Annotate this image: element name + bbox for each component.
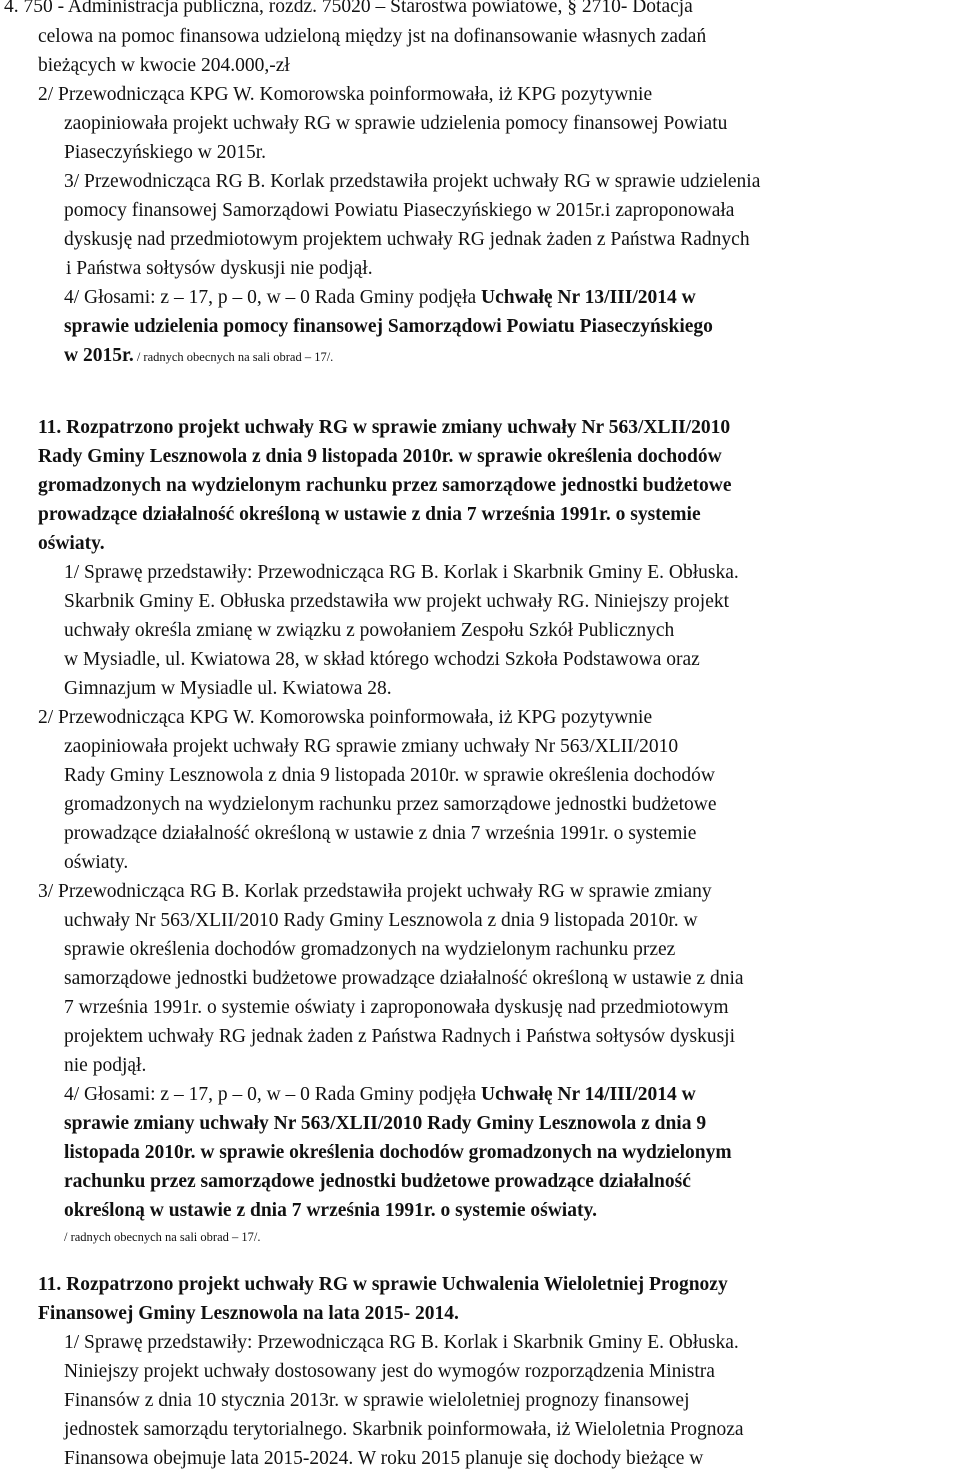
vote-13-count: 4/ Głosami: z – 17, p – 0, w – 0 Rada Gminy podjęła <box>64 287 482 308</box>
vote-13-attendance-note: / radnych obecnych na sali obrad – 17/. <box>133 350 334 364</box>
section-b-para-3-line-6: projektem uchwały RG jednak żaden z Państwa Radnych i Państwa sołtysów dyskusji <box>64 1026 736 1047</box>
section-b-para-1-line-5: Gimnazjum w Mysiadle ul. Kwiatowa 28. <box>64 678 392 699</box>
vote-13-line-1 <box>64 283 696 312</box>
section-b-para-2-line-5: prowadzące działalność określoną w ustawie z dnia 7 września 1991r. o systemie <box>64 823 697 844</box>
vote-14-attendance-note: / radnych obecnych na sali obrad – 17/. <box>64 1230 261 1244</box>
section-b-para-3-line-7: nie podjął. <box>64 1055 147 1076</box>
vote-14-line-4: rachunku przez samorządowe jednostki budżetowe prowadzące działalność <box>64 1171 691 1192</box>
section-b-para-1-line-1: 1/ Sprawę przedstawiły: Przewodnicząca RG B. Korlak i Skarbnik Gminy E. Obłuska. <box>64 562 739 583</box>
vote-13-line-2: sprawie udzielenia pomocy finansowej Samorządowi Powiatu Piaseczyńskiego <box>64 316 713 337</box>
section-b-heading-line-5: oświaty. <box>38 533 105 554</box>
vote-13-line-3 <box>64 341 333 372</box>
para-3-line-2: pomocy finansowej Samorządowi Powiatu Piaseczyńskiego w 2015r.i zaproponowała <box>64 200 735 221</box>
section-b-para-3-line-3: sprawie określenia dochodów gromadzonych na wydzielonym rachunku przez <box>64 939 676 960</box>
item-4-line-3: bieżących w kwocie 204.000,-zł <box>38 55 290 76</box>
para-3-line-3: dyskusję nad przedmiotowym projektem uchwały RG jednak żaden z Państwa Radnych <box>64 229 750 250</box>
item-4-line-1: 4. 750 - Administracja publiczna, rozdz. 75020 – Starostwa powiatowe, § 2710- Dotacja <box>4 0 693 17</box>
section-b-para-2-line-6: oświaty. <box>64 852 129 873</box>
section-b-para-2-line-3: Rady Gminy Lesznowola z dnia 9 listopada 2010r. w sprawie określenia dochodów <box>64 765 715 786</box>
para-2-line-3: Piaseczyńskiego w 2015r. <box>64 142 267 163</box>
section-b-para-2-line-4: gromadzonych na wydzielonym rachunku przez samorządowe jednostki budżetowe <box>64 794 717 815</box>
section-b-heading-line-1: 11. Rozpatrzono projekt uchwały RG w sprawie zmiany uchwały Nr 563/XLII/2010 <box>38 417 731 438</box>
vote-14-line-5: określoną w ustawie z dnia 7 września 1991r. o systemie oświaty. <box>64 1200 597 1221</box>
vote-14-line-3: listopada 2010r. w sprawie określenia dochodów gromadzonych na wydzielonym <box>64 1142 732 1163</box>
section-c-heading-line-1: 11. Rozpatrzono projekt uchwały RG w sprawie Uchwalenia Wieloletniej Prognozy <box>38 1274 728 1295</box>
resolution-14-number: Uchwałę Nr 14/III/2014 w <box>481 1084 696 1105</box>
vote-14-count: 4/ Głosami: z – 17, p – 0, w – 0 Rada Gminy podjęła <box>64 1084 482 1105</box>
section-c-para-1-line-4: jednostek samorządu terytorialnego. Skarbnik poinformowała, iż Wieloletnia Prognoza <box>64 1419 744 1440</box>
section-c-para-1-line-3: Finansów z dnia 10 stycznia 2013r. w sprawie wieloletniej prognozy finansowej <box>64 1390 690 1411</box>
section-b-heading-line-4: prowadzące działalność określoną w ustawie z dnia 7 września 1991r. o systemie <box>38 504 701 525</box>
section-c-para-1-line-5: Finansowa obejmuje lata 2015-2024. W roku 2015 planuje się dochody bieżące w <box>64 1448 704 1469</box>
section-b-heading-line-3: gromadzonych na wydzielonym rachunku przez samorządowe jednostki budżetowe <box>38 475 732 496</box>
section-b-para-3-line-2: uchwały Nr 563/XLII/2010 Rady Gminy Lesznowola z dnia 9 listopada 2010r. w <box>64 910 698 931</box>
section-b-para-1-line-3: uchwały określa zmianę w związku z powołaniem Zespołu Szkół Publicznych <box>64 620 675 641</box>
section-c-heading-line-2: Finansowej Gminy Lesznowola na lata 2015- 2014. <box>38 1303 459 1324</box>
section-b-heading-line-2: Rady Gminy Lesznowola z dnia 9 listopada 2010r. w sprawie określenia dochodów <box>38 446 722 467</box>
vote-14-line-1 <box>64 1080 696 1109</box>
vote-14-line-2: sprawie zmiany uchwały Nr 563/XLII/2010 Rady Gminy Lesznowola z dnia 9 <box>64 1113 707 1134</box>
section-b-para-1-line-4: w Mysiadle, ul. Kwiatowa 28, w skład którego wchodzi Szkoła Podstawowa oraz <box>64 649 700 670</box>
para-3-line-4: i Państwa sołtysów dyskusji nie podjął. <box>66 258 373 279</box>
item-4-line-2: celowa na pomoc finansowa udzieloną między jst na dofinansowanie własnych zadań <box>38 26 707 47</box>
section-b-para-2-line-2: zaopiniowała projekt uchwały RG sprawie zmiany uchwały Nr 563/XLII/2010 <box>64 736 679 757</box>
vote-13-year: w 2015r. <box>64 345 134 366</box>
para-3-line-1: 3/ Przewodnicząca RG B. Korlak przedstawiła projekt uchwały RG w sprawie udzielenia <box>64 171 761 192</box>
section-b-para-1-line-2: Skarbnik Gminy E. Obłuska przedstawiła ww projekt uchwały RG. Niniejszy projekt <box>64 591 730 612</box>
section-b-para-3-line-5: 7 września 1991r. o systemie oświaty i zaproponowała dyskusję nad przedmiotowym <box>64 997 729 1018</box>
section-b-para-2-line-1: 2/ Przewodnicząca KPG W. Komorowska poinformowała, iż KPG pozytywnie <box>38 707 653 728</box>
para-2-line-2: zaopiniowała projekt uchwały RG w sprawie udzielenia pomocy finansowej Powiatu <box>64 113 728 134</box>
section-b-para-3-line-1: 3/ Przewodnicząca RG B. Korlak przedstawiła projekt uchwały RG w sprawie zmiany <box>38 881 712 902</box>
resolution-13-number: Uchwałę Nr 13/III/2014 w <box>481 287 696 308</box>
para-2-line-1: 2/ Przewodnicząca KPG W. Komorowska poinformowała, iż KPG pozytywnie <box>38 84 653 105</box>
section-b-para-3-line-4: samorządowe jednostki budżetowe prowadzące działalność określoną w ustawie z dnia <box>64 968 744 989</box>
section-c-para-1-line-2: Niniejszy projekt uchwały dostosowany jest do wymogów rozporządzenia Ministra <box>64 1361 715 1382</box>
section-c-para-1-line-1: 1/ Sprawę przedstawiły: Przewodnicząca RG B. Korlak i Skarbnik Gminy E. Obłuska. <box>64 1332 739 1353</box>
